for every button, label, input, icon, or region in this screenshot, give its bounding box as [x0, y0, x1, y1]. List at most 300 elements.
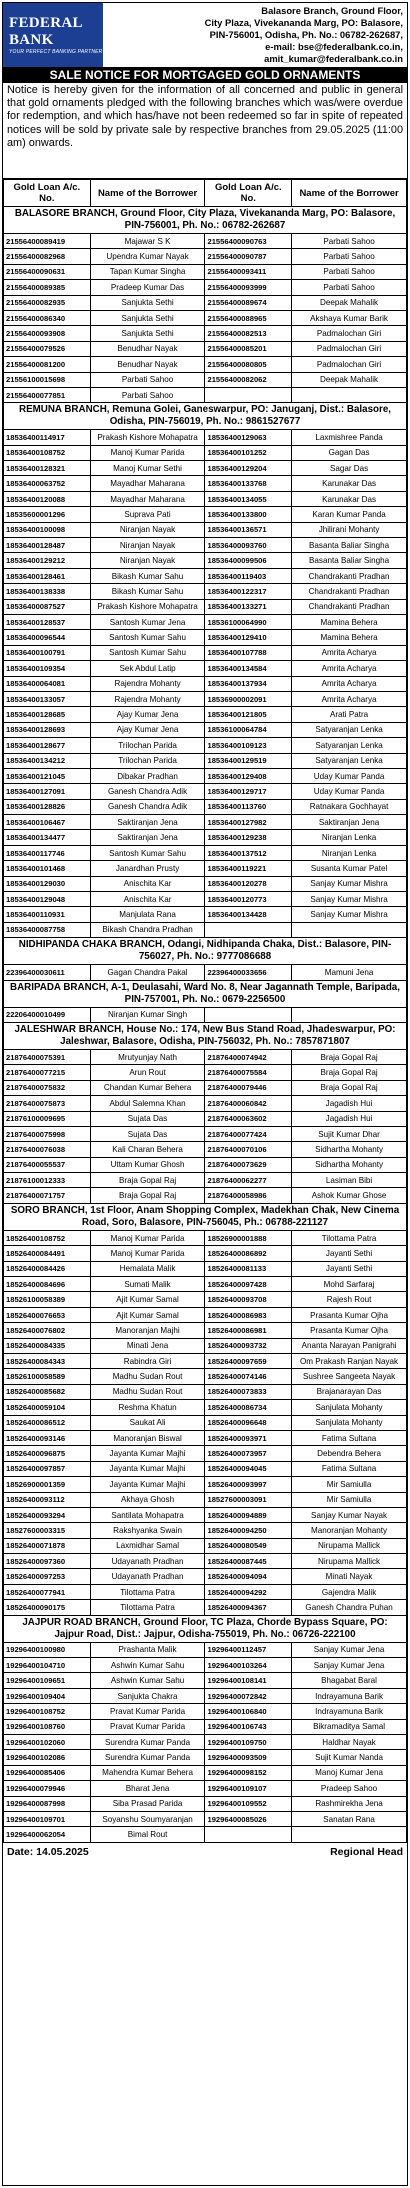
gold-loan-account-no: 18536400109123	[205, 738, 292, 753]
table-row	[4, 491, 407, 506]
borrower-name: Surendra Kumar Panda	[90, 1734, 205, 1749]
gold-loan-account-no: 18536400120773	[205, 892, 292, 907]
borrower-name: Sujit Kumar Dhar	[292, 1126, 407, 1141]
gold-loan-account-no: 18526400094094	[205, 1569, 292, 1584]
gold-loan-account-no: 22396400033656	[205, 965, 292, 980]
gold-loan-account-no: 18536400109354	[4, 661, 91, 676]
gold-loan-account-no: 21876400074942	[205, 1049, 292, 1064]
gold-loan-account-no: 18526400084491	[4, 1246, 91, 1261]
table-row	[4, 1719, 407, 1734]
gold-loan-account-no: 21556400089419	[4, 234, 91, 249]
borrower-name: Abdul Salemna Khan	[90, 1096, 205, 1111]
branch-heading-row	[4, 1022, 407, 1049]
gold-loan-account-no: 18526400071878	[4, 1538, 91, 1553]
table-row	[4, 799, 407, 814]
gold-loan-account-no: 18536400138338	[4, 584, 91, 599]
borrower-name: Basanta Baliar Singha	[292, 538, 407, 553]
table-row	[4, 461, 407, 476]
gold-loan-account-no: 19296400102086	[4, 1750, 91, 1765]
borrower-name: Santosh Kumar Sahu	[90, 845, 205, 860]
table-row	[4, 892, 407, 907]
borrower-name: Mayadhar Maharana	[90, 476, 205, 491]
gold-loan-account-no: 18536400134584	[205, 661, 292, 676]
borrower-name: Amrita Acharya	[292, 661, 407, 676]
borrower-name: Parbati Sahoo	[292, 234, 407, 249]
gold-loan-account-no: 21876400076038	[4, 1142, 91, 1157]
table-row	[4, 1461, 407, 1476]
borrower-name: Sek Abdul Latip	[90, 661, 205, 676]
borrower-name: Mrutyunjay Nath	[90, 1049, 205, 1064]
table-row	[4, 1126, 407, 1141]
gold-loan-account-no: 18536400063752	[4, 476, 91, 491]
borrower-name: Manoj Kumar Parida	[90, 1246, 205, 1261]
gold-loan-account-no: 18536400128685	[4, 707, 91, 722]
borrower-name: Laxmidhar Samal	[90, 1538, 205, 1553]
column-header: Gold Loan A/c. No.	[205, 180, 292, 207]
table-row	[4, 249, 407, 264]
borrower-name: Padmalochan Giri	[292, 341, 407, 356]
borrower-name: Surendra Kumar Panda	[90, 1750, 205, 1765]
table-row	[4, 1384, 407, 1399]
branch-address	[103, 3, 407, 67]
borrower-name: Sanjulata Mohanty	[292, 1400, 407, 1415]
borrower-name: Kali Charan Behera	[90, 1142, 205, 1157]
borrower-name: Majawar S K	[90, 234, 205, 249]
borrower-name: Braja Gopal Raj	[90, 1188, 205, 1203]
table-row	[4, 691, 407, 706]
gold-loan-account-no: 19296400108141	[205, 1673, 292, 1688]
borrower-name: Anischita Kar	[90, 892, 205, 907]
table-row	[4, 1049, 407, 1064]
borrower-name: Rajendra Mohanty	[90, 676, 205, 691]
borrower-name: Pravat Kumar Parida	[90, 1719, 205, 1734]
borrower-name	[292, 922, 407, 937]
borrower-name: Madhu Sudan Rout	[90, 1384, 205, 1399]
borrower-name: Bikash Kumar Sahu	[90, 584, 205, 599]
gold-loan-account-no: 19296400109552	[205, 1796, 292, 1811]
borrower-name: Deepak Mahalik	[292, 372, 407, 387]
table-row	[4, 1080, 407, 1095]
borrower-name: Karunakar Das	[292, 476, 407, 491]
address-line: PIN-756001, Odisha, Ph. No.: 06782-262687,	[209, 29, 403, 40]
table-row	[4, 1704, 407, 1719]
gold-loan-account-no: 21556400085201	[205, 341, 292, 356]
borrower-name: Bhagabat Baral	[292, 1673, 407, 1688]
gold-loan-account-no: 18536400113760	[205, 799, 292, 814]
gold-loan-account-no: 18536400129048	[4, 892, 91, 907]
table-row	[4, 614, 407, 629]
borrower-name: Jayanti Sethi	[292, 1246, 407, 1261]
gold-loan-account-no: 18526400087445	[205, 1554, 292, 1569]
gold-loan-account-no: 19296400104710	[4, 1658, 91, 1673]
table-row	[4, 264, 407, 279]
gold-loan-account-no: 19296400112457	[205, 1642, 292, 1657]
gold-loan-account-no: 18536400117746	[4, 845, 91, 860]
gold-loan-account-no: 18536400119403	[205, 568, 292, 583]
borrower-name: Bikash Chandra Pradhan	[90, 922, 205, 937]
gold-loan-account-no: 18526400096648	[205, 1415, 292, 1430]
borrower-name: Tilottama Patra	[90, 1600, 205, 1615]
borrower-name: Minati Jena	[90, 1338, 205, 1353]
gold-loan-account-no: 18536400120278	[205, 876, 292, 891]
gold-loan-account-no: 18526400094250	[205, 1523, 292, 1538]
gold-loan-account-no: 21876400075998	[4, 1126, 91, 1141]
borrower-name: Uday Kumar Panda	[292, 768, 407, 783]
borrower-name: Ananta Narayan Panigrahi	[292, 1338, 407, 1353]
borrower-name: Laxmishree Panda	[292, 430, 407, 445]
gold-loan-account-no: 18526400080549	[205, 1538, 292, 1553]
borrower-name: Ashwin Kumar Sahu	[90, 1673, 205, 1688]
borrower-name: Benudhar Nayak	[90, 357, 205, 372]
table-row	[4, 1096, 407, 1111]
gold-loan-account-no: 18536400129519	[205, 753, 292, 768]
borrower-name: Ashwin Kumar Sahu	[90, 1658, 205, 1673]
borrower-name: Parbati Sahoo	[292, 264, 407, 279]
borrower-name: Gagan Chandra Pakal	[90, 965, 205, 980]
table-row	[4, 1734, 407, 1749]
borrower-name: Manoranjan Mohanty	[292, 1523, 407, 1538]
borrower-name: Mamina Behera	[292, 630, 407, 645]
gold-loan-account-no: 18536400134055	[205, 491, 292, 506]
gold-loan-account-no: 18536400134477	[4, 830, 91, 845]
borrower-name: Mayadhar Maharana	[90, 491, 205, 506]
table-row	[4, 922, 407, 937]
table-row	[4, 907, 407, 922]
borrower-name: Chandan Kumar Behera	[90, 1080, 205, 1095]
table-row	[4, 1400, 407, 1415]
borrower-name: Rashmirekha Jena	[292, 1796, 407, 1811]
gold-loan-account-no: 18536400133800	[205, 507, 292, 522]
gold-loan-account-no: 18526400093971	[205, 1430, 292, 1445]
borrower-name: Sanatan Rana	[292, 1811, 407, 1826]
gold-loan-account-no: 21556400088965	[205, 310, 292, 325]
gold-loan-account-no: 19296400087998	[4, 1796, 91, 1811]
borrower-name: Jagadish Hui	[292, 1096, 407, 1111]
gold-loan-account-no: 18536400134212	[4, 753, 91, 768]
gold-loan-account-no: 18536400128321	[4, 461, 91, 476]
gold-loan-account-no: 21876400055537	[4, 1157, 91, 1172]
gold-loan-account-no: 18526400108752	[4, 1230, 91, 1245]
federal-bank-logo	[3, 3, 103, 67]
borrower-name: Tilottama Patra	[90, 1584, 205, 1599]
gold-loan-account-no: 18536400121805	[205, 707, 292, 722]
gold-loan-account-no: 18526400093146	[4, 1430, 91, 1445]
gold-loan-account-no	[205, 1007, 292, 1022]
gold-loan-account-no: 18536400128677	[4, 738, 91, 753]
table-row	[4, 584, 407, 599]
gold-loan-account-no: 19296400100980	[4, 1642, 91, 1657]
gold-loan-account-no: 18536400128826	[4, 799, 91, 814]
borrower-name: Anischita Kar	[90, 876, 205, 891]
gold-loan-account-no: 18536400101252	[205, 445, 292, 460]
gold-loan-account-no: 21876400075832	[4, 1080, 91, 1095]
gold-loan-account-no: 19296400109404	[4, 1688, 91, 1703]
borrower-name: Karunakar Das	[292, 491, 407, 506]
table-row	[4, 1415, 407, 1430]
column-header: Gold Loan A/c. No.	[4, 180, 91, 207]
notice-header	[3, 3, 407, 68]
borrower-name: Sanjukta Sethi	[90, 326, 205, 341]
gold-loan-account-no: 21876400070106	[205, 1142, 292, 1157]
borrower-name: Ajay Kumar Jena	[90, 707, 205, 722]
gold-loan-account-no: 18536400128693	[4, 722, 91, 737]
borrower-name: Mir Samiulla	[292, 1492, 407, 1507]
borrower-name: Santosh Kumar Sahu	[90, 645, 205, 660]
borrower-name: Ajit Kumar Samal	[90, 1292, 205, 1307]
gold-loan-account-no: 19296400109701	[4, 1811, 91, 1826]
address-line: Balasore Branch, Ground Floor,	[261, 5, 403, 16]
gold-loan-account-no: 18527600003091	[205, 1492, 292, 1507]
table-row	[4, 1173, 407, 1188]
borrower-name: Mir Samiulla	[292, 1477, 407, 1492]
table-row	[4, 1188, 407, 1203]
borrower-name: Tapan Kumar Singha	[90, 264, 205, 279]
borrower-name: Bharat Jena	[90, 1781, 205, 1796]
borrower-name: Saktiranjan Jena	[292, 815, 407, 830]
table-row	[4, 1307, 407, 1322]
gold-loan-account-no: 21876400077424	[205, 1126, 292, 1141]
gold-loan-account-no: 18536100064784	[205, 722, 292, 737]
sale-notice	[2, 2, 408, 2186]
gold-loan-account-no: 18536400087758	[4, 922, 91, 937]
table-row	[4, 1230, 407, 1245]
table-row	[4, 1292, 407, 1307]
table-row	[4, 568, 407, 583]
borrower-name: Sanjay Kumar Nayak	[292, 1507, 407, 1522]
gold-loan-account-no: 21556400082935	[4, 295, 91, 310]
borrower-name: Satyaranjan Lenka	[292, 753, 407, 768]
table-row	[4, 1369, 407, 1384]
borrower-name: Sidhartha Mohanty	[292, 1142, 407, 1157]
gold-loan-account-no: 18526400093708	[205, 1292, 292, 1307]
table-row	[4, 1523, 407, 1538]
borrower-name: Amrita Acharya	[292, 676, 407, 691]
borrower-name: Manoj Kumar Jena	[292, 1765, 407, 1780]
table-row	[4, 784, 407, 799]
gold-loan-account-no: 19296400079946	[4, 1781, 91, 1796]
table-row	[4, 845, 407, 860]
borrower-name: Mohd Sarfaraj	[292, 1277, 407, 1292]
branch-heading: BARIPADA BRANCH, A-1, Deulasahi, Ward No. 8, Near Jagannath Temple, Baripada, PIN-757001, Ph. No.: 0679-2256500	[4, 980, 407, 1007]
borrower-name: Braja Gopal Raj	[90, 1173, 205, 1188]
table-row	[4, 1492, 407, 1507]
borrower-name: Pradeep Kumar Das	[90, 280, 205, 295]
borrower-name: Sagar Das	[292, 461, 407, 476]
borrower-name: Mamina Behera	[292, 614, 407, 629]
gold-loan-account-no: 18526400093294	[4, 1507, 91, 1522]
gold-loan-account-no: 19296400106840	[205, 1704, 292, 1719]
borrower-name: Arati Patra	[292, 707, 407, 722]
table-row	[4, 645, 407, 660]
branch-heading: REMUNA BRANCH, Remuna Golei, Ganeswarpur, PO: Januganj, Dist.: Balasore, Odisha, PIN-756019, Ph. No.: 9861527677	[4, 403, 407, 430]
table-row	[4, 1111, 407, 1126]
gold-loan-account-no: 18536400129238	[205, 830, 292, 845]
borrower-name: Prakash Kishore Mohapatra	[90, 430, 205, 445]
table-row	[4, 341, 407, 356]
address-line: e-mail: bse@federalbank.co.in,	[265, 41, 403, 52]
gold-loan-account-no: 21876400075584	[205, 1065, 292, 1080]
gold-loan-account-no: 21556400082968	[4, 249, 91, 264]
borrower-name: Mamuni Jena	[292, 965, 407, 980]
gold-loan-account-no: 18526400086983	[205, 1307, 292, 1322]
borrower-name: Minati Nayak	[292, 1569, 407, 1584]
table-row	[4, 1796, 407, 1811]
borrower-name: Nirupama Mallick	[292, 1554, 407, 1569]
gold-loan-account-no: 18526100058589	[4, 1369, 91, 1384]
borrower-name	[292, 387, 407, 402]
gold-loan-account-no: 18536400129030	[4, 876, 91, 891]
gold-loan-account-no: 18536400133271	[205, 599, 292, 614]
borrower-name: Upendra Kumar Nayak	[90, 249, 205, 264]
borrower-name: Parbati Sahoo	[90, 372, 205, 387]
borrower-name: Reshma Khatun	[90, 1400, 205, 1415]
gold-loan-account-no: 18536400110931	[4, 907, 91, 922]
gold-loan-account-no: 18526400094889	[205, 1507, 292, 1522]
gold-loan-account-no: 18536400107788	[205, 645, 292, 660]
table-row	[4, 815, 407, 830]
branch-heading-row	[4, 1203, 407, 1230]
branch-heading: SORO BRANCH, 1st Floor, Anam Shopping Complex, Madekhan Chak, New Cinema Road, Soro, Balasore, PIN-756045, Ph.: 06788-221127	[4, 1203, 407, 1230]
borrower-name: Basanta Baliar Singha	[292, 553, 407, 568]
table-row	[4, 1261, 407, 1276]
gold-loan-account-no: 21876400060842	[205, 1096, 292, 1111]
borrower-name: Ajay Kumar Jena	[90, 722, 205, 737]
gold-loan-account-no: 22206400010499	[4, 1007, 91, 1022]
borrower-name: Indrayamuna Barik	[292, 1688, 407, 1703]
table-row	[4, 830, 407, 845]
gold-loan-account-no: 18526400094292	[205, 1584, 292, 1599]
table-body	[4, 207, 407, 1843]
gold-loan-account-no: 18526400076653	[4, 1307, 91, 1322]
gold-loan-account-no: 18526400086734	[205, 1400, 292, 1415]
gold-loan-account-no: 18536400064081	[4, 676, 91, 691]
borrower-name: Dibakar Pradhan	[90, 768, 205, 783]
borrower-name: Sanjay Kumar Mishra	[292, 907, 407, 922]
gold-loan-account-no: 18526400084343	[4, 1354, 91, 1369]
borrower-name: Santosh Kumar Sahu	[90, 630, 205, 645]
column-header: Name of the Borrower	[90, 180, 205, 207]
borrower-name: Sanjukta Sethi	[90, 295, 205, 310]
borrower-name: Gajendra Malik	[292, 1584, 407, 1599]
table-row	[4, 1750, 407, 1765]
table-row	[4, 1673, 407, 1688]
borrower-name: Manoj Kumar Parida	[90, 445, 205, 460]
gold-loan-account-no: 21556400093999	[205, 280, 292, 295]
table-row	[4, 861, 407, 876]
notice-footer	[3, 1843, 407, 1861]
table-header-row	[4, 180, 407, 207]
gold-loan-account-no	[205, 922, 292, 937]
borrower-name: Chandrakanti Pradhan	[292, 599, 407, 614]
gold-loan-account-no: 19296400109750	[205, 1734, 292, 1749]
gold-loan-account-no: 18536900002091	[205, 691, 292, 706]
table-row	[4, 1642, 407, 1657]
borrower-name: Tilottama Patra	[292, 1230, 407, 1245]
table-row	[4, 1688, 407, 1703]
gold-loan-account-no: 18526400094367	[205, 1600, 292, 1615]
gold-loan-account-no	[205, 1827, 292, 1842]
gold-loan-account-no: 19296400098152	[205, 1765, 292, 1780]
table-row	[4, 538, 407, 553]
borrower-name: Ganesh Chandra Puhan	[292, 1600, 407, 1615]
borrower-name: Trilochan Parida	[90, 738, 205, 753]
table-row	[4, 1781, 407, 1796]
borrower-name: Niranjan Lenka	[292, 830, 407, 845]
gold-loan-account-no: 18526400086892	[205, 1246, 292, 1261]
gold-loan-account-no: 18526400096875	[4, 1446, 91, 1461]
table-row	[4, 1246, 407, 1261]
borrower-name: Ganesh Chandra Adik	[90, 784, 205, 799]
branch-heading-row	[4, 938, 407, 965]
gold-loan-account-no: 18526400094045	[205, 1461, 292, 1476]
gold-loan-account-no: 19296400108752	[4, 1704, 91, 1719]
gold-loan-account-no: 18536400129408	[205, 768, 292, 783]
borrower-name: Santosh Kumar Jena	[90, 614, 205, 629]
gold-loan-account-no: 18526400084426	[4, 1261, 91, 1276]
borrower-name: Trilochan Parida	[90, 753, 205, 768]
gold-loan-account-no: 18526400097428	[205, 1277, 292, 1292]
borrower-name	[292, 1007, 407, 1022]
gold-loan-account-no: 19296400085026	[205, 1811, 292, 1826]
gold-loan-account-no: 18536400128487	[4, 538, 91, 553]
table-row	[4, 1811, 407, 1826]
borrower-name: Lasiman Bibi	[292, 1173, 407, 1188]
table-row	[4, 1142, 407, 1157]
gold-loan-account-no: 22396400030611	[4, 965, 91, 980]
borrower-name: Manoranjan Biswal	[90, 1430, 205, 1445]
gold-loan-account-no: 21556400090763	[205, 234, 292, 249]
gold-loan-account-no: 18526900001888	[205, 1230, 292, 1245]
gold-loan-account-no: 21876400075873	[4, 1096, 91, 1111]
gold-loan-account-no: 19296400085406	[4, 1765, 91, 1780]
borrower-name: Siba Prasad Parida	[90, 1796, 205, 1811]
table-row	[4, 357, 407, 372]
gold-loan-account-no: 18527600003315	[4, 1523, 91, 1538]
gold-loan-account-no: 19296400109107	[205, 1781, 292, 1796]
gold-loan-account-no: 18526400097360	[4, 1554, 91, 1569]
gold-loan-account-no: 21876100012333	[4, 1173, 91, 1188]
borrower-name: Rajendra Mohanty	[90, 691, 205, 706]
column-header: Name of the Borrower	[292, 180, 407, 207]
borrower-name: Niranjan Nayak	[90, 538, 205, 553]
gold-loan-account-no: 19296400109651	[4, 1673, 91, 1688]
borrower-name: Manoj Kumar Sethi	[90, 461, 205, 476]
gold-loan-account-no: 18536400133057	[4, 691, 91, 706]
gold-loan-account-no: 18526400077941	[4, 1584, 91, 1599]
gold-loan-account-no: 18526400086981	[205, 1323, 292, 1338]
gold-loan-account-no: 18526400085682	[4, 1384, 91, 1399]
gold-loan-account-no: 19296400102060	[4, 1734, 91, 1749]
borrower-name: Akshaya Kumar Barik	[292, 310, 407, 325]
gold-loan-account-no: 19296400093509	[205, 1750, 292, 1765]
gold-loan-account-no: 21556100015698	[4, 372, 91, 387]
gold-loan-account-no: 19296400062054	[4, 1827, 91, 1842]
borrower-name: Saktiranjan Jena	[90, 815, 205, 830]
table-row	[4, 1658, 407, 1673]
borrower-name: Jayanta Kumar Majhi	[90, 1461, 205, 1476]
borrower-name: Satyaranjan Lenka	[292, 738, 407, 753]
borrower-name: Fatima Sultana	[292, 1461, 407, 1476]
borrower-name: Deepak Mahalik	[292, 295, 407, 310]
gold-loan-account-no: 18536400108752	[4, 445, 91, 460]
table-row	[4, 372, 407, 387]
borrower-name: Indrayamuna Barik	[292, 1704, 407, 1719]
table-row	[4, 722, 407, 737]
notice-intro: Notice is hereby given for the information of all concerned and public in general that gold ornaments pledged with the following branches which was/were overdue for redemption, and which has/have not been redeemed so far in spite of repeated notices will be sold by private sale by respective branches from 29.05.2025 (11:00 am) onwards.	[3, 83, 407, 179]
gold-loan-account-no: 19296400108760	[4, 1719, 91, 1734]
gold-loan-account-no: 19296400106743	[205, 1719, 292, 1734]
borrower-name: Santilata Mohapatra	[90, 1507, 205, 1522]
